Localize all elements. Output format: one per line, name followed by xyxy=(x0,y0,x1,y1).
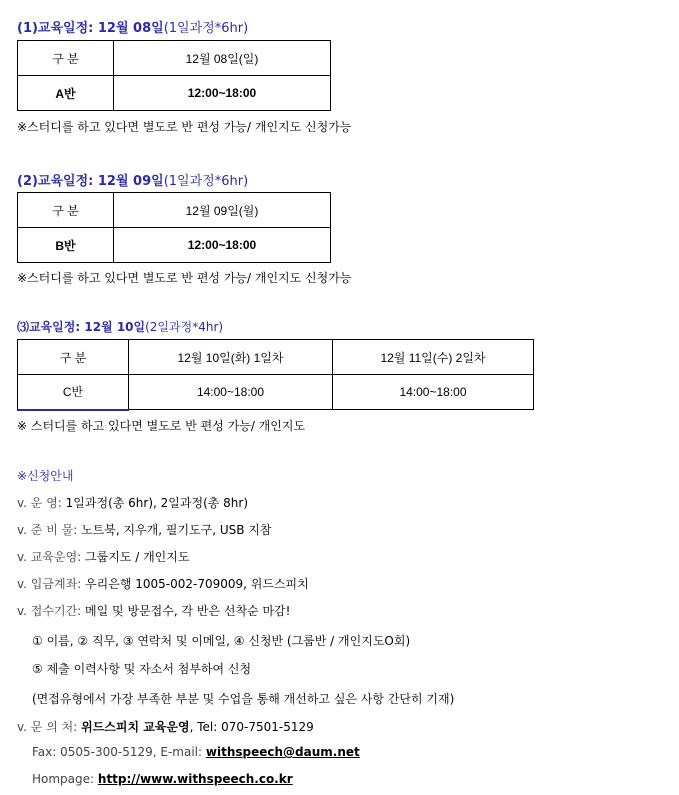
table-row xyxy=(18,375,534,410)
section-3-note: ※ 스터디를 하고 있다면 별도로 반 편성 가능/ 개인지도 xyxy=(17,419,306,433)
table-cell: 구 분 xyxy=(18,340,129,375)
info-mode xyxy=(17,548,189,565)
table-cell: 12월 09일(월) xyxy=(114,193,331,228)
info-label: v. 교육운영: xyxy=(17,550,82,564)
table-row xyxy=(18,76,331,111)
section-3-heading-sub: (2일과정*4hr) xyxy=(145,320,224,334)
table-cell: 12월 10일(화) 1일차 xyxy=(129,340,333,375)
contact-org: 위드스피치 교육운영 xyxy=(81,720,190,734)
table-cell: 12월 11일(수) 2일차 xyxy=(333,340,534,375)
info-value: 1일과정(총 6hr), 2일과정(총 8hr) xyxy=(65,496,249,510)
table-header-row xyxy=(18,340,534,375)
info-step-2: ⑤ 제출 이력사항 및 자소서 첨부하여 신청 xyxy=(32,662,252,676)
info-label: v. 접수기간: xyxy=(17,604,82,618)
info-fax-email xyxy=(32,745,360,759)
info-contact xyxy=(17,718,314,735)
section-3-heading-main: ⑶교육일정: 12월 10일 xyxy=(17,320,146,334)
info-value: 노트북, 지우개, 필기도구, USB 지참 xyxy=(81,523,272,537)
table-cell: C반 xyxy=(18,375,129,410)
section-1-heading xyxy=(17,17,248,36)
section-2-note: ※스터디를 하고 있다면 별도로 반 편성 가능/ 개인지도 신청가능 xyxy=(17,271,352,285)
info-operation xyxy=(17,494,248,511)
info-value: 그룹지도 / 개인지도 xyxy=(85,550,190,564)
table-cell: 14:00~18:00 xyxy=(333,375,534,410)
table-header-row xyxy=(18,41,331,76)
info-label: v. 문 의 처: xyxy=(17,720,78,734)
table-cell: 구 분 xyxy=(18,193,114,228)
homepage-text: Hompage: xyxy=(32,772,95,786)
table-cell: 14:00~18:00 xyxy=(129,375,333,410)
table-cell: 12월 08일(일) xyxy=(114,41,331,76)
info-step-1: ① 이름, ② 직무, ③ 연락처 및 이메일, ④ 신청반 (그룹반 / 개인지도O회) xyxy=(32,634,411,648)
table-cell: 12:00~18:00 xyxy=(114,76,331,111)
contact-tel: , Tel: 070-7501-5129 xyxy=(189,720,314,734)
section-3-heading xyxy=(17,318,223,335)
schedule-table-1 xyxy=(17,40,331,111)
table-cell: B반 xyxy=(18,228,114,263)
email-link[interactable]: withspeech@daum.net xyxy=(205,745,360,759)
section-1-heading-main: (1)교육일정: 12월 08일 xyxy=(17,21,164,36)
info-items xyxy=(17,521,272,538)
info-step-3: (면접유형에서 가장 부족한 부분 및 수업을 통해 개선하고 싶은 사항 간단히 기재) xyxy=(32,692,455,706)
info-title: ※신청안내 xyxy=(17,469,74,483)
section-2-heading xyxy=(17,170,248,189)
section-2-heading-main: (2)교육일정: 12월 09일 xyxy=(17,174,164,189)
section-1-heading-sub: (1일과정*6hr) xyxy=(163,21,249,36)
table-cell: 구 분 xyxy=(18,41,114,76)
table-cell: 12:00~18:00 xyxy=(114,228,331,263)
section-2-heading-sub: (1일과정*6hr) xyxy=(163,174,249,189)
info-apply xyxy=(17,602,290,619)
schedule-table-2 xyxy=(17,192,331,263)
fax-text: Fax: 0505-300-5129, E-mail: xyxy=(32,745,203,759)
table-row xyxy=(18,228,331,263)
info-label: v. 준 비 물: xyxy=(17,523,78,537)
table-header-row xyxy=(18,193,331,228)
info-value: 우리은행 1005-002-709009, 위드스피치 xyxy=(85,577,309,591)
info-value: 메일 및 방문접수, 각 반은 선착순 마감! xyxy=(85,604,291,618)
info-label: v. 입금계좌: xyxy=(17,577,82,591)
info-account xyxy=(17,575,309,592)
homepage-link[interactable]: http://www.withspeech.co.kr xyxy=(97,772,293,786)
table-cell: A반 xyxy=(18,76,114,111)
schedule-table-3 xyxy=(17,339,534,411)
info-label: v. 운 영: xyxy=(17,496,62,510)
section-1-note: ※스터디를 하고 있다면 별도로 반 편성 가능/ 개인지도 신청가능 xyxy=(17,120,352,134)
info-homepage xyxy=(32,772,293,786)
